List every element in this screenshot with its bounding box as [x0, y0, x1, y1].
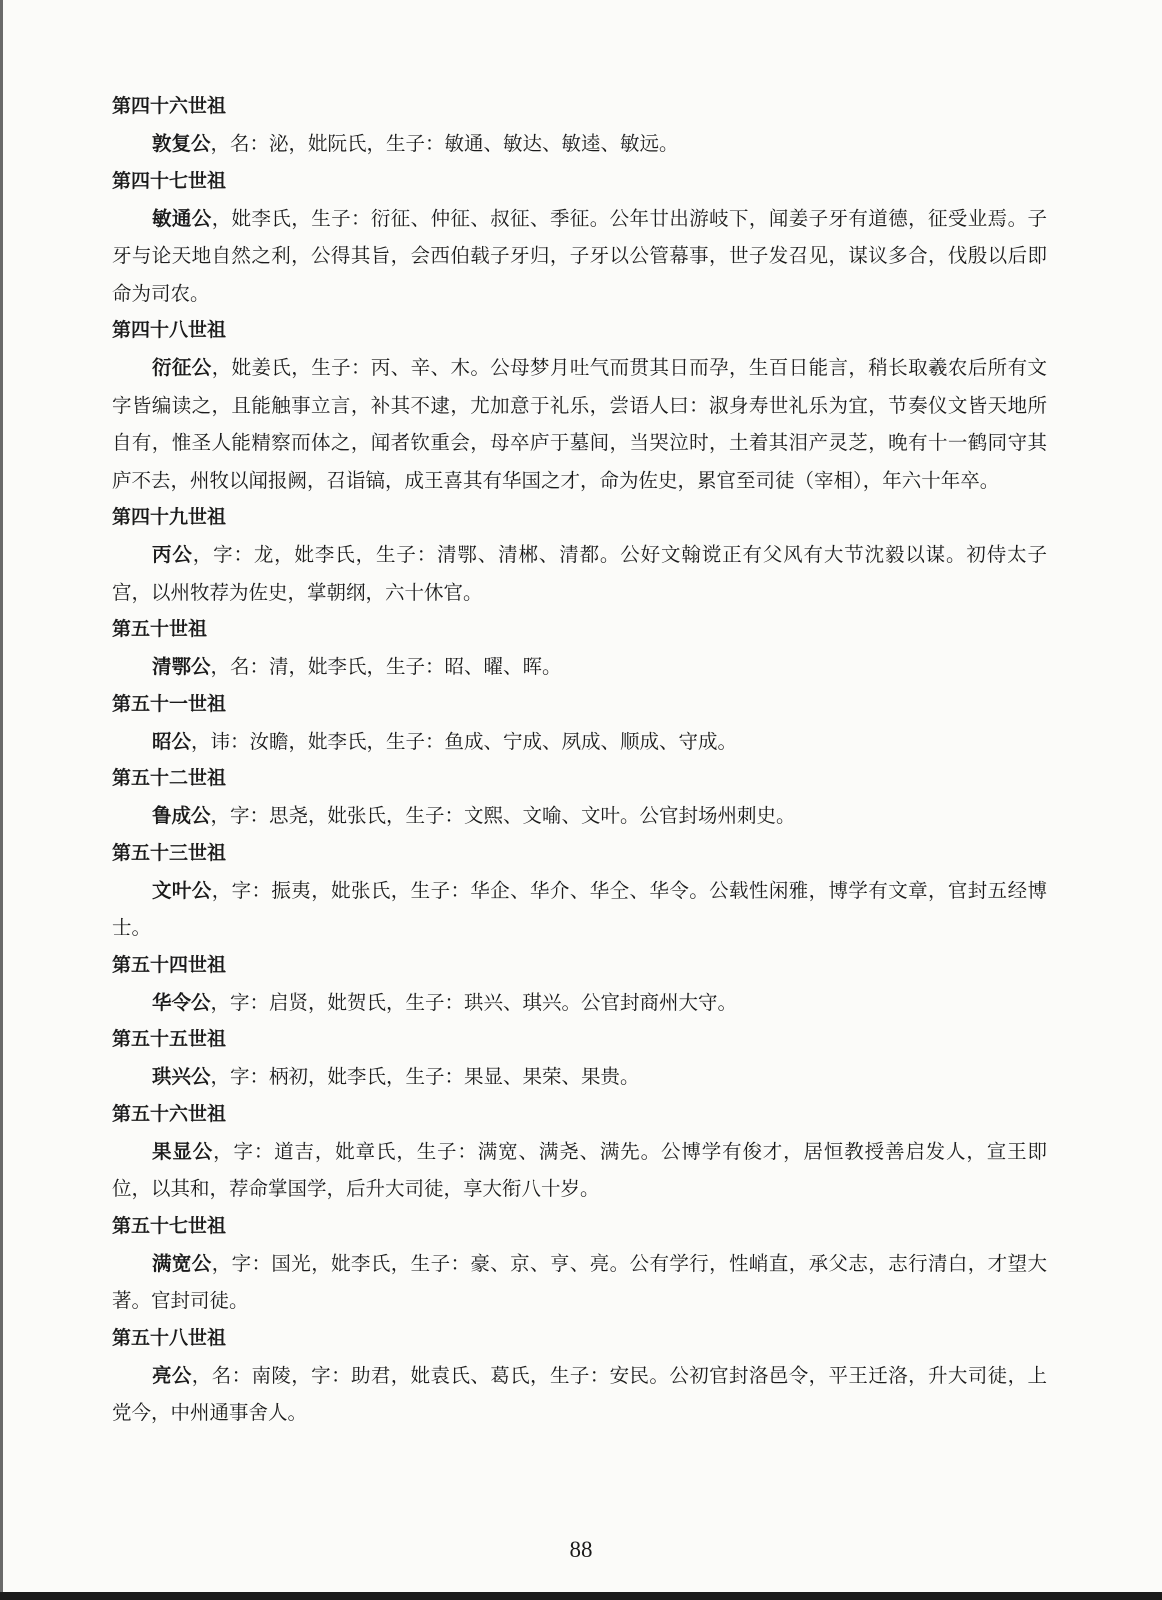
generation-heading: 第五十一世祖 [112, 692, 227, 715]
ancestor-description: ，名：南陵，字：助君，妣袁氏、葛氏，生子：安民。公初官封洛邑令，平王迁洛，升大司徒，上党今，中州通事舍人。 [112, 1363, 1047, 1424]
ancestor-entry [112, 723, 1047, 761]
generation-55 [112, 1021, 1047, 1096]
generation-58 [112, 1320, 1047, 1432]
ancestor-name: 华令公 [152, 990, 211, 1014]
ancestor-description: ，字：龙，妣李氏，生子：清鄂、清郴、清都。公好文翰谠正有父风有大节沈毅以谋。初侍太子宫，以州牧荐为佐史，掌朝纲，六十休官。 [112, 543, 1047, 604]
ancestor-entry [112, 797, 1047, 835]
ancestor-description: ，妣李氏，生子：衍征、仲征、叔征、季征。公年廿出游岐下，闻姜子牙有道德，征受业焉。子牙与论天地自然之利，公得其旨，会西伯载子牙归，子牙以公管幕事，世子发召见，谋议多合，伐殷以后即命为司农。 [112, 206, 1047, 305]
ancestor-entry [112, 125, 1047, 163]
genealogy-text [112, 88, 1047, 1432]
generation-50 [112, 611, 1047, 686]
generation-54 [112, 947, 1047, 1022]
ancestor-description: ，字：启贤，妣贺氏，生子：珙兴、琪兴。公官封商州大守。 [210, 990, 738, 1014]
generation-heading: 第五十三世祖 [112, 841, 227, 864]
ancestor-description: ，字：思尧，妣张氏，生子：文熙、文喻、文叶。公官封场州刺史。 [210, 804, 796, 827]
ancestor-description: ，讳：汝瞻，妣李氏，生子：鱼成、宁成、夙成、顺成、守成。 [191, 729, 738, 753]
ancestor-entry [112, 872, 1047, 947]
page-number: 88 [569, 1537, 593, 1562]
ancestor-name: 文叶公 [152, 878, 212, 902]
ancestor-entry [112, 984, 1047, 1022]
ancestor-entry [112, 200, 1047, 313]
generation-heading: 第五十七世祖 [112, 1214, 227, 1237]
generation-heading: 第五十五世祖 [112, 1028, 227, 1050]
ancestor-name: 鲁成公 [152, 804, 211, 827]
ancestor-name: 珙兴公 [152, 1065, 211, 1088]
generation-heading: 第四十九世祖 [112, 506, 227, 528]
ancestor-entry [112, 536, 1047, 611]
generation-heading: 第五十四世祖 [112, 953, 227, 976]
ancestor-entry [112, 349, 1047, 499]
generation-46 [112, 88, 1047, 163]
generation-heading: 第五十六世祖 [112, 1102, 227, 1125]
ancestor-description: ，字：道吉，妣章氏，生子：满宽、满尧、满先。公博学有俊才，居恒教授善启发人，宣王即位，以其和，荐命掌国学，后升大司徒，享大衔八十岁。 [112, 1139, 1047, 1200]
ancestor-name: 敦复公 [152, 132, 211, 155]
scan-left-edge [0, 0, 3, 1600]
ancestor-name: 满宽公 [152, 1251, 212, 1275]
generation-heading: 第五十世祖 [112, 618, 208, 640]
generation-48 [112, 312, 1047, 499]
ancestor-description: ，字：振夷，妣张氏，生子：华企、华介、华仝、华令。公载性闲雅，博学有文章，官封五经博士。 [112, 878, 1047, 939]
generation-49 [112, 499, 1047, 611]
ancestor-description: ，名：清，妣李氏，生子：昭、曜、晖。 [210, 655, 562, 678]
ancestor-entry [112, 1058, 1047, 1096]
generation-heading: 第四十八世祖 [112, 319, 227, 341]
generation-51 [112, 686, 1047, 761]
generation-heading: 第四十六世祖 [112, 95, 227, 117]
scan-bottom-edge [0, 1592, 1162, 1600]
ancestor-description: ，妣姜氏，生子：丙、辛、木。公母梦月吐气而贯其日而孕，生百日能言，稍长取羲农后所有文字皆编读之，且能触事立言，补其不逮，尤加意于礼乐，尝语人曰：淑身寿世礼乐为宜，节奏仪文皆天地所自有，惟圣人能精察而体之，闻者钦重会，母卒庐于墓间，当哭泣时，土着其泪产灵芝，晚有十一鹤同守其庐不去，州牧以闻报阙，召诣镐，成王喜其有华国之才，命为佐史，累官至司徒（宰相），年六十年卒。 [112, 356, 1047, 492]
generation-52 [112, 760, 1047, 835]
ancestor-description: ，名：泌，妣阮氏，生子：敏通、敏达、敏逵、敏远。 [210, 132, 679, 155]
ancestor-name: 昭公 [152, 729, 192, 753]
ancestor-name: 果显公 [152, 1139, 214, 1163]
generation-56 [112, 1096, 1047, 1208]
ancestor-name: 衍征公 [152, 356, 212, 379]
ancestor-name: 敏通公 [152, 206, 212, 230]
generation-heading: 第五十二世祖 [112, 767, 227, 789]
generation-53 [112, 835, 1047, 947]
ancestor-entry [112, 1245, 1047, 1320]
generation-heading: 第四十七世祖 [112, 169, 227, 192]
ancestor-name: 丙公 [152, 543, 193, 566]
ancestor-name: 清鄂公 [152, 655, 211, 678]
ancestor-entry [112, 1133, 1047, 1208]
ancestor-entry [112, 648, 1047, 686]
ancestor-name: 亮公 [152, 1363, 192, 1387]
generation-57 [112, 1208, 1047, 1320]
ancestor-entry [112, 1357, 1047, 1432]
generation-47 [112, 163, 1047, 313]
ancestor-description: ，字：柄初，妣李氏，生子：果显、果荣、果贵。 [210, 1065, 640, 1088]
generation-heading: 第五十八世祖 [112, 1326, 227, 1349]
ancestor-description: ，字：国光，妣李氏，生子：豪、京、亨、亮。公有学行，性峭直，承父志，志行清白，才望大著。官封司徒。 [112, 1251, 1047, 1312]
